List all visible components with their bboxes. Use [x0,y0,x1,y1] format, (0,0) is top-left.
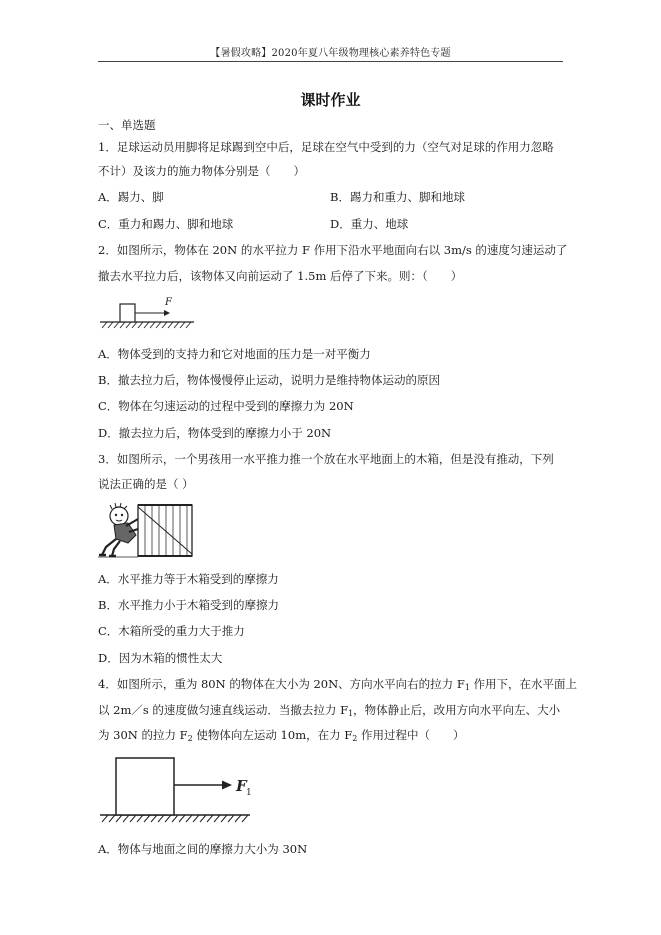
q1-stem-line2: 不计）及该力的施力物体分别是（ ） [98,164,305,178]
q3-option-a: A．水平推力等于木箱受到的摩擦力 [98,572,279,586]
q3-option-c: C．木箱所受的重力大于推力 [98,624,245,638]
q1-option-b: B．踢力和重力、脚和地球 [330,190,465,204]
q2-stem-line1: 2．如图所示，物体在 20N 的水平拉力 F 作用下沿水平地面向右以 3m/s 的速度匀速运动了 [98,243,568,257]
q4-stem-line1: 4．如图所示，重为 80N 的物体在大小为 20N、方向水平向右的拉力 $F_1$ 作用下，在水平面上 [98,677,578,692]
q2-option-d: D．撤去拉力后，物体受到的摩擦力小于 20N [98,426,332,440]
q2-figure-block-on-ground [98,292,198,332]
q2-option-c: C．物体在匀速运动的过程中受到的摩擦力为 20N [98,399,354,413]
section-heading: 一、单选题 [98,118,156,132]
q2-option-b: B．撤去拉力后，物体慢慢停止运动，说明力是维持物体运动的原因 [98,373,440,387]
q3-option-b: B．水平推力小于木箱受到的摩擦力 [98,598,279,612]
q1-option-a: A．踢力、脚 [98,190,164,204]
q4-stem-line3: 为 30N 的拉力 $F_2$ 使物体向左运动 10m，在力 $F_2$ 作用过程中（ ） [98,728,465,743]
q1-stem-line1: 1．足球运动员用脚将足球踢到空中后，足球在空气中受到的力（空气对足球的作用力忽略 [98,140,554,154]
header-divider [98,61,563,62]
q3-stem-line2: 说法正确的是（ ） [98,477,194,491]
q2-option-a: A．物体受到的支持力和它对地面的压力是一对平衡力 [98,347,371,361]
page-title: 课时作业 [300,91,361,109]
q4-figure-block-with-force [98,752,268,828]
q3-option-d: D．因为木箱的惯性太大 [98,651,223,665]
page-header: 【暑假攻略】2020年夏八年级物理核心素养特色专题 [210,48,451,59]
q3-figure-boy-pushing-crate [98,499,208,561]
q1-option-c: C．重力和踢力、脚和地球 [98,217,234,231]
q1-option-d: D．重力、地球 [330,217,409,231]
q4-figure-force-label: F [236,777,247,795]
q2-figure-force-label: F [165,297,172,308]
q4-figure-force-subscript: 1 [246,788,252,798]
q4-stem-line2: 以 2m／s 的速度做匀速直线运动．当撤去拉力 $F_1$，物体静止后，改用方向水平向左、大小 [98,703,561,718]
q4-option-a: A．物体与地面之间的摩擦力大小为 30N [98,842,308,856]
q3-stem-line1: 3．如图所示，一个男孩用一水平推力推一个放在水平地面上的木箱，但是没有推动，下列 [98,452,554,466]
q2-stem-line2: 撤去水平拉力后，该物体又向前运动了 1.5m 后停了下来。则：（ ） [98,269,463,283]
